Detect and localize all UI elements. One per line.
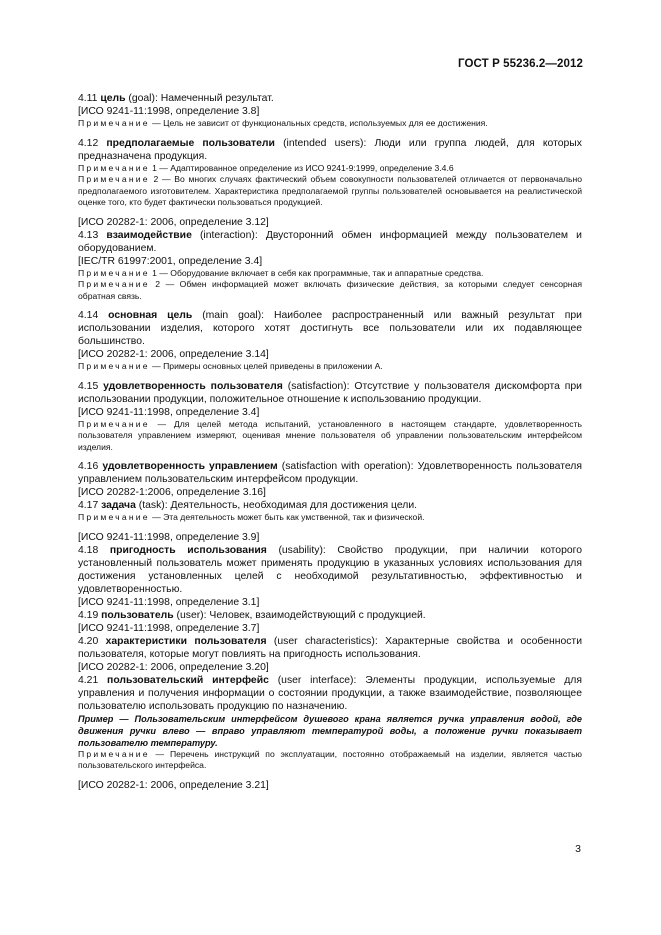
reference-4-15: [ИСО 9241-11:1998, определение 3.4] <box>78 406 260 418</box>
note-4-17: Примечание — Эта деятельность может быть как умственной, так и физической. <box>78 512 425 522</box>
note-4-11: Примечание — Цель не зависит от функциональных средств, используемых для ее достижения. <box>78 118 488 128</box>
note-4-21: Примечание — Перечень инструкций по эксплуатации, постоянно отображаемый на изделии, является частью пользовательского интерфейса. <box>78 748 582 770</box>
reference-4-11: [ИСО 9241-11:1998, определение 3.8] <box>78 106 260 117</box>
definition-4-17: 4.17 задача (task): Деятельность, необходимая для достижения цели. <box>78 500 418 511</box>
note-4-12-2: Примечание 2 — Во многих случаях фактический объем совокупности пользователей отличается от первоначально предполагаемого изготовителем. Характеристика предполагаемой группы пользователей основывается на реалистической оценке того, кто будет фактически пользоваться продукцией. <box>78 174 582 207</box>
definition-4-16: 4.16 удовлетворенность управлением (satisfaction with operation): Удовлетворенность пользователя управлением пользовательским интерфейсом продукции. <box>78 461 582 485</box>
reference-4-17: [ИСО 9241-11:1998, определение 3.9] <box>78 531 260 543</box>
definition-4-15: 4.15 удовлетворенность пользователя (satisfaction): Отсутствие у пользователя дискомфорта при использовании продукции, положительное отношение к использованию продукции. <box>78 380 582 405</box>
note-4-13-1: Примечание 1 — Оборудование включает в себя как программные, так и аппаратные средства. <box>78 267 484 278</box>
definition-4-14: 4.14 основная цель (main goal): Наиболее распространенный или важный результат при использовании изделия, которого хотят достигнуть все пользователи или их подавляющее большинство. <box>78 310 582 347</box>
example-4-21: Пример — Пользовательским интерфейсом душевого крана является ручка управления водой, где движения ручки влево — вправо управляют температурой воды, а положение ручки показывает пользователю температуру. <box>78 713 582 748</box>
definition-4-18: 4.18 пригодность использования (usability): Свойство продукции, при наличии которого установленный пользователь может применять продукцию в указанных условиях использования для достижения установленных целей с необходимой результативностью, эффективностью и удовлетворенностью. <box>78 544 582 595</box>
reference-4-12: [ИСО 20282-1: 2006, определение 3.12] <box>78 216 269 228</box>
definition-4-13: 4.13 взаимодействие (interaction): Двусторонний обмен информацией между пользователем и оборудованием. <box>78 229 582 254</box>
definition-4-21: 4.21 пользовательский интерфейс (user interface): Элементы продукции, используемые для управления и получения информации о состоянии продукции, а также взаимодействие, позволяющее пользователю использовать продукцию по назначению. <box>78 674 582 712</box>
note-4-12-1: Примечание 1 — Адаптированное определение из ИСО 9241-9:1999, определение 3.4.6 <box>78 162 454 173</box>
note-4-15: Примечание — Для целей метода испытаний, установленного в настоящем стандарте, удовлетворенность пользователя управлением измеряют, оценивая мнение пользователя об управлении пользовательским интерфейсом изделия. <box>78 418 582 452</box>
reference-4-18: [ИСО 9241-11:1998, определение 3.1] <box>78 596 260 608</box>
reference-4-19: [ИСО 9241-11:1998, определение 3.7] <box>78 622 260 634</box>
reference-4-13: [IEC/TR 61997:2001, определение 3.4] <box>78 255 263 267</box>
note-4-14: Примечание — Примеры основных целей приведены в приложении А. <box>78 361 383 371</box>
reference-4-14: [ИСО 20282-1: 2006, определение 3.14] <box>78 349 269 360</box>
document-body <box>78 92 582 792</box>
reference-4-20: [ИСО 20282-1: 2006, определение 3.20] <box>78 661 269 673</box>
definition-4-12: 4.12 предполагаемые пользователи (intended users): Люди или группа людей, для которых предназначена продукция. <box>78 137 582 162</box>
document-header: ГОСТ Р 55236.2—2012 <box>458 58 583 70</box>
definition-4-11: 4.11 цель (goal): Намеченный результат. <box>78 93 274 104</box>
reference-4-21: [ИСО 20282-1: 2006, определение 3.21] <box>78 779 269 791</box>
page-number: 3 <box>575 843 581 855</box>
reference-4-16: [ИСО 20282-1:2006, определение 3.16] <box>78 487 266 498</box>
definition-4-20: 4.20 характеристики пользователя (user characteristics): Характерные свойства и особенности пользователя, которые могут повлиять на пригодность использования. <box>78 635 582 660</box>
note-4-13-2: Примечание 2 — Обмен информацией может включать физические действия, за которыми следует сенсорная обратная связь. <box>78 279 582 301</box>
definition-4-19: 4.19 пользователь (user): Человек, взаимодействующий с продукцией. <box>78 609 426 621</box>
